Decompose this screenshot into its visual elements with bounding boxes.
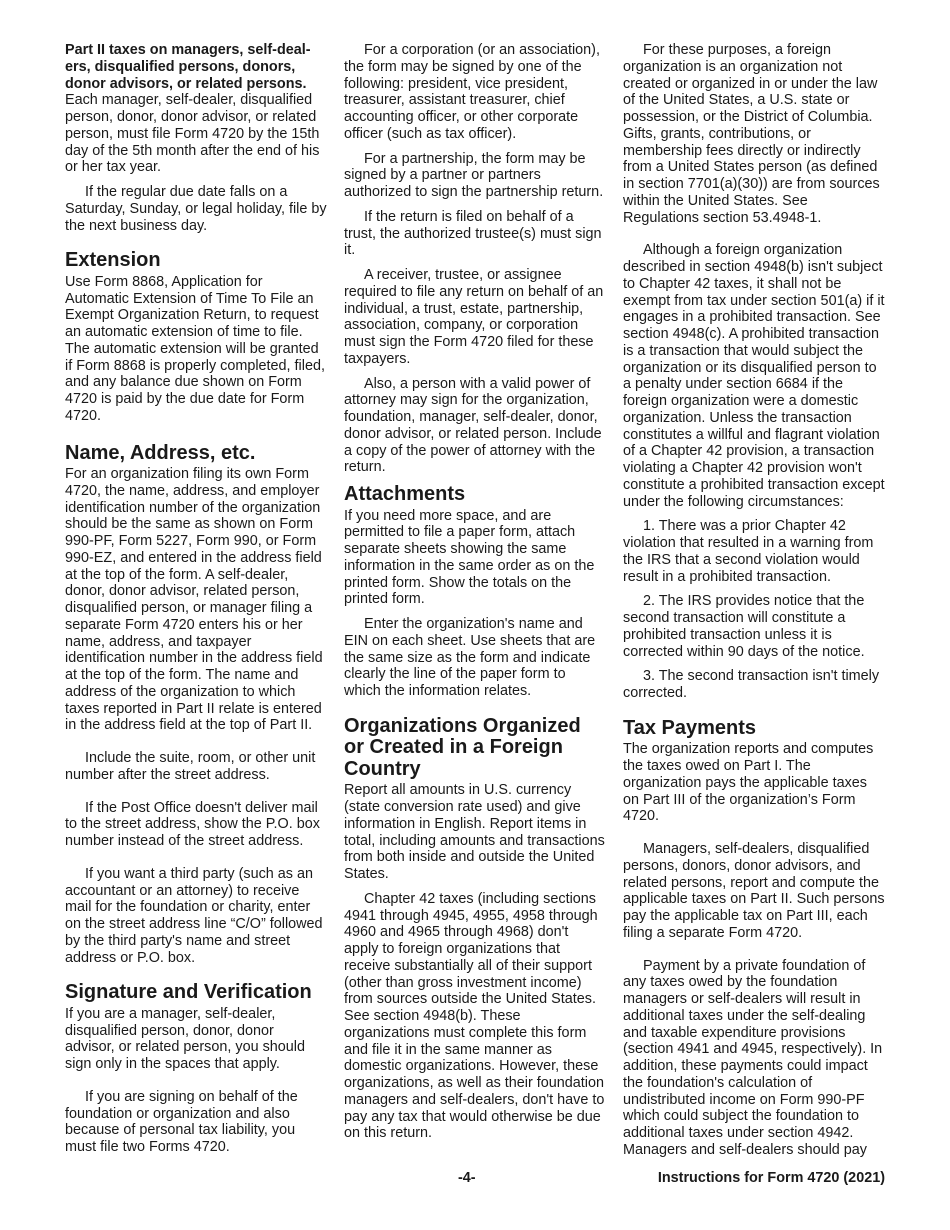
paragraph: If you are signing on behalf of the foundation or organization and also because of personal tax liability, you must file two Forms 4720. [65, 1088, 298, 1155]
section-heading-tax-payments: Tax Payments [623, 716, 757, 739]
paragraph: Include the suite, room, or other unit number after the street address. [65, 750, 316, 783]
paragraph-text: Each manager, self-dealer, disqualified person, donor, donor advisor, or related person, must file Form 4720 by the 15th day of the 5th month after the end of his or her tax year. [65, 92, 320, 176]
paragraph: For these purposes, a foreign organization is an organization not created or organized in or under the law of the United States, a U.S. state or possession, or the District of Columbia. Gifts, grants, contributions, or membership fees directly or indirectly from a United States person (as defined in section 7701(a)(30)) are from sources within the United States. See Regulations section 53.4948-1. [623, 42, 880, 226]
paragraph: If you need more space, and are permitted to file a paper form, attach separate sheets showing the same information in the same order as on the printed form. Show the totals on the printed form. [344, 507, 595, 608]
section-heading-name-address: Name, Address, etc. [65, 441, 256, 464]
paragraph: If the return is filed on behalf of a trust, the authorized trustee(s) must sign it. [344, 208, 602, 259]
paragraph: For a corporation (or an association), the form may be signed by one of the following: president, vice president, treasurer, assistant treasurer, chief accounting officer, or other corporate officer (such as tax officer). [344, 42, 600, 142]
paragraph: Enter the organization's name and EIN on each sheet. Use sheets that are the same size as the form and indicate clearly the line of the paper form to which the information relates. [344, 616, 596, 699]
list-item: 1. There was a prior Chapter 42 violation that resulted in a warning from the IRS that a second violation would result in a prohibited transaction. [623, 518, 874, 585]
list-item: 3. The second transaction isn't timely corrected. [623, 668, 880, 701]
paragraph: The organization reports and computes the taxes owed on Part I. The organization pays the applicable taxes on Part III of the organization’s Form 4720. [623, 741, 874, 825]
section-heading-extension: Extension [65, 249, 161, 272]
paragraph: Although a foreign organization described in section 4948(b) isn't subject to Chapter 42 taxes, it shall not be exempt from tax under section 501(a) if it engages in a prohibited transaction. See section 4948(c). A prohibited transaction is a transaction that would subject the organization or its disqualified person to a penalty under section 6684 if the foreign organization were a domestic organization. Unless the transaction constitutes a willful and flagrant violation of a Chapter 42 provision, a transaction violating a Chapter 42 provision won't constitute a prohibited transaction except under the following circumstances: [623, 242, 885, 510]
paragraph: If you are a manager, self-dealer, disqualified person, donor, donor advisor, or related person, you should sign only in the spaces that apply. [65, 1005, 305, 1072]
paragraph: For a partnership, the form may be signed by a partner or partners authorized to sign the partnership return. [344, 150, 604, 200]
column-left [65, 42, 327, 1164]
paragraph: Chapter 42 taxes (including sections 4941 through 4945, 4955, 4958 through 4960 and 4965 through 4968) don't apply to foreign organizations that receive substantially all of their support (other than gross investment income) from sources outside the United States. See section 4948(b). These organizations must complete this form and file it in the same manner as domestic organizations. However, these organizations, as well as their foundation managers and self-dealers, don't have to pay any tax that would otherwise be due on this return. [344, 890, 605, 1142]
column-right [623, 42, 885, 1167]
section-heading-foreign: Organizations Organized or Created in a Foreign Country [344, 714, 581, 780]
paragraph: Payment by a private foundation of any taxes owed by the foundation managers or self-dealers will result in additional taxes under the self-dealing and taxable expenditure provisions (section 4941 and 4945, respectively). In addition, these payments could impact the foundation's calculation of undistributed income on Form 990-PF which could subject the foundation to additional taxes under section 4942. Managers and self-dealers should pay [623, 957, 883, 1158]
run-in-heading: Part II taxes on managers, self-deal-ers, disqualified persons, donors, donor advisors, or related persons. [65, 42, 311, 92]
list-item: 2. The IRS provides notice that the second transaction will constitute a prohibited transaction unless it is corrected within 90 days of the notice. [623, 593, 865, 660]
section-heading-signature: Signature and Verification [65, 981, 312, 1004]
column-middle [344, 42, 606, 1150]
page-number: -4- [458, 1170, 476, 1186]
paragraph: For an organization filing its own Form 4720, the name, address, and employer identification number of the organization should be the same as shown on Form 990-PF, Form 5227, Form 990, or Form 990-EZ, and entered in the address field at the top of the form. A self-dealer, donor, donor advisor, related person, disqualified person, or manager filing a separate Form 4720 enters his or her name, address, and taxpayer identification number in the address field at the top of the form. The name and address of the organization to which taxes reported in Part II relate is entered in the address field at the top of Part II. [65, 466, 323, 734]
paragraph: Also, a person with a valid power of attorney may sign for the organization, foundation, manager, self-dealer, donor, donor advisor, or related person. Include a copy of the power of attorney with the return. [344, 375, 602, 476]
document-title-footer: Instructions for Form 4720 (2021) [657, 1170, 885, 1186]
paragraph: Report all amounts in U.S. currency (state conversion rate used) and give information in English. Report items in total, including amounts and transactions from both inside and outside the United States. [344, 782, 605, 882]
paragraph [65, 42, 327, 176]
paragraph: Managers, self-dealers, disqualified persons, donors, donor advisors, and related persons, report and compute the applicable taxes on Part II. Such persons pay the applicable tax on Part III, each filing a separate Form 4720. [623, 841, 885, 941]
paragraph: If you want a third party (such as an accountant or an attorney) to receive mail for the foundation or charity, enter on the street address line “C/O” followed by the third party's name and street address or P.O. box. [65, 865, 323, 966]
section-heading-attachments: Attachments [344, 483, 466, 505]
paragraph: If the regular due date falls on a Saturday, Sunday, or legal holiday, file by the next business day. [65, 184, 327, 234]
paragraph: Use Form 8868, Application for Automatic Extension of Time To File an Exempt Organization Return, to request an automatic extension of time to file. The automatic extension will be granted if Form 8868 is properly completed, filed, and any balance due shown on Form 4720 is paid by the due date for Form 4720. [65, 273, 325, 424]
paragraph: If the Post Office doesn't deliver mail to the street address, show the P.O. box number instead of the street address. [65, 799, 320, 849]
paragraph: A receiver, trustee, or assignee required to file any return on behalf of an individual, a trust, estate, partnership, association, company, or corporation must sign the Form 4720 filed for these taxpayers. [344, 267, 604, 367]
